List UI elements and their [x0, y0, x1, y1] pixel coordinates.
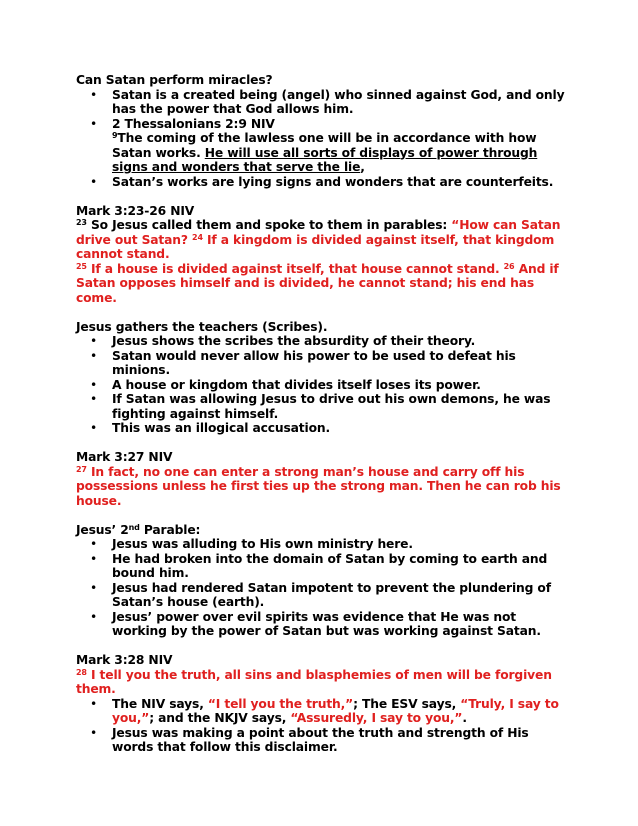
heading-text: Jesus’ 2	[76, 522, 129, 537]
verse-number: 28	[76, 667, 87, 677]
red-letter-text: “Assuredly, I say to you,”	[290, 711, 463, 725]
red-letter-text: In fact, no one can enter a strong man’s house and carry off his possessions unless he first ties up the strong man. Then he can rob his house.	[76, 464, 561, 508]
list-item: • He had broken into the domain of Satan by coming to earth and bound him.	[76, 552, 568, 581]
verse-number: 26	[503, 261, 515, 271]
verse-number: 27	[76, 464, 87, 474]
item-text: The NIV says,	[112, 696, 208, 711]
verse-text: ,	[360, 160, 365, 174]
heading-text: Parable:	[139, 522, 201, 537]
list-item: • Satan would never allow his power to be used to defeat his minions.	[76, 349, 568, 378]
list-item: • This was an illogical accusation.	[76, 421, 568, 436]
scripture-reference: Mark 3:27 NIV	[76, 450, 173, 464]
scripture-passage	[76, 218, 568, 305]
list-item: • Jesus was alluding to His own ministry here.	[76, 537, 568, 552]
verse-number: 25	[76, 261, 87, 271]
verse-number: 9	[112, 131, 118, 140]
red-letter-text: If a kingdom is divided against itself, that kingdom cannot stand.	[76, 232, 555, 261]
section-scribes	[76, 320, 568, 436]
section-satan-miracles	[76, 73, 568, 189]
list-item: • Satan’s works are lying signs and wonders that are counterfeits.	[76, 175, 568, 190]
section-heading: Can Satan perform miracles?	[76, 73, 273, 87]
section-heading	[76, 523, 568, 538]
red-letter-text: “Truly, I say to you,”	[112, 696, 559, 725]
verse-number: 23	[76, 218, 87, 227]
section-mark-3-23	[76, 204, 568, 306]
scripture-reference: Mark 3:23-26 NIV	[76, 203, 195, 218]
underlined-text: He will use all sorts of displays of power through signs and wonders that serve the lie	[112, 145, 538, 174]
section-mark-3-27	[76, 450, 568, 508]
item-text: ; and the NKJV says,	[149, 711, 291, 725]
bullet-list	[76, 88, 568, 190]
verse-text: The coming of the lawless one will be in accordance with how Satan works.	[112, 131, 537, 160]
list-item: • A house or kingdom that divides itself loses its power.	[76, 378, 568, 393]
list-item: • Jesus was making a point about the truth and strength of His words that follow this disclaimer.	[76, 726, 568, 755]
scripture-passage	[76, 668, 568, 697]
bullet-list	[76, 334, 568, 436]
item-text: ; The ESV says,	[353, 696, 461, 711]
bullet-list	[76, 537, 568, 639]
section-heading: Jesus gathers the teachers (Scribes).	[76, 319, 328, 334]
list-item	[76, 697, 568, 726]
section-second-parable	[76, 523, 568, 639]
ordinal-suffix: nd	[128, 522, 140, 532]
section-mark-3-28	[76, 653, 568, 755]
red-letter-text: I tell you the truth, all sins and blasphemies of men will be forgiven them.	[76, 667, 552, 696]
list-item: • Satan is a created being (angel) who sinned against God, and only has the power that God allows him.	[76, 88, 568, 117]
item-text: .	[462, 711, 467, 725]
verse-text: So Jesus called them and spoke to them in parables:	[86, 218, 452, 232]
red-letter-text: If a house is divided against itself, that house cannot stand.	[86, 261, 504, 276]
red-letter-text: “How can Satan drive out Satan?	[76, 218, 561, 247]
list-item	[76, 117, 568, 175]
list-item: • If Satan was allowing Jesus to drive out his own demons, he was fighting against himself.	[76, 392, 568, 421]
bullet-list	[76, 697, 568, 755]
list-item: • Jesus had rendered Satan impotent to prevent the plundering of Satan’s house (earth).	[76, 581, 568, 610]
list-item: • Jesus shows the scribes the absurdity of their theory.	[76, 334, 568, 349]
scripture-reference: Mark 3:28 NIV	[76, 653, 173, 667]
verse-number: 24	[192, 232, 203, 242]
red-letter-text: “I tell you the truth,”	[207, 696, 354, 711]
red-letter-text: And if Satan opposes himself and is divided, he cannot stand; his end has come.	[76, 261, 559, 305]
scripture-passage	[76, 465, 568, 509]
list-item: • Jesus’ power over evil spirits was evidence that He was not working by the power of Satan but was working against Satan.	[76, 610, 568, 639]
scripture-reference: 2 Thessalonians 2:9 NIV	[112, 116, 275, 131]
